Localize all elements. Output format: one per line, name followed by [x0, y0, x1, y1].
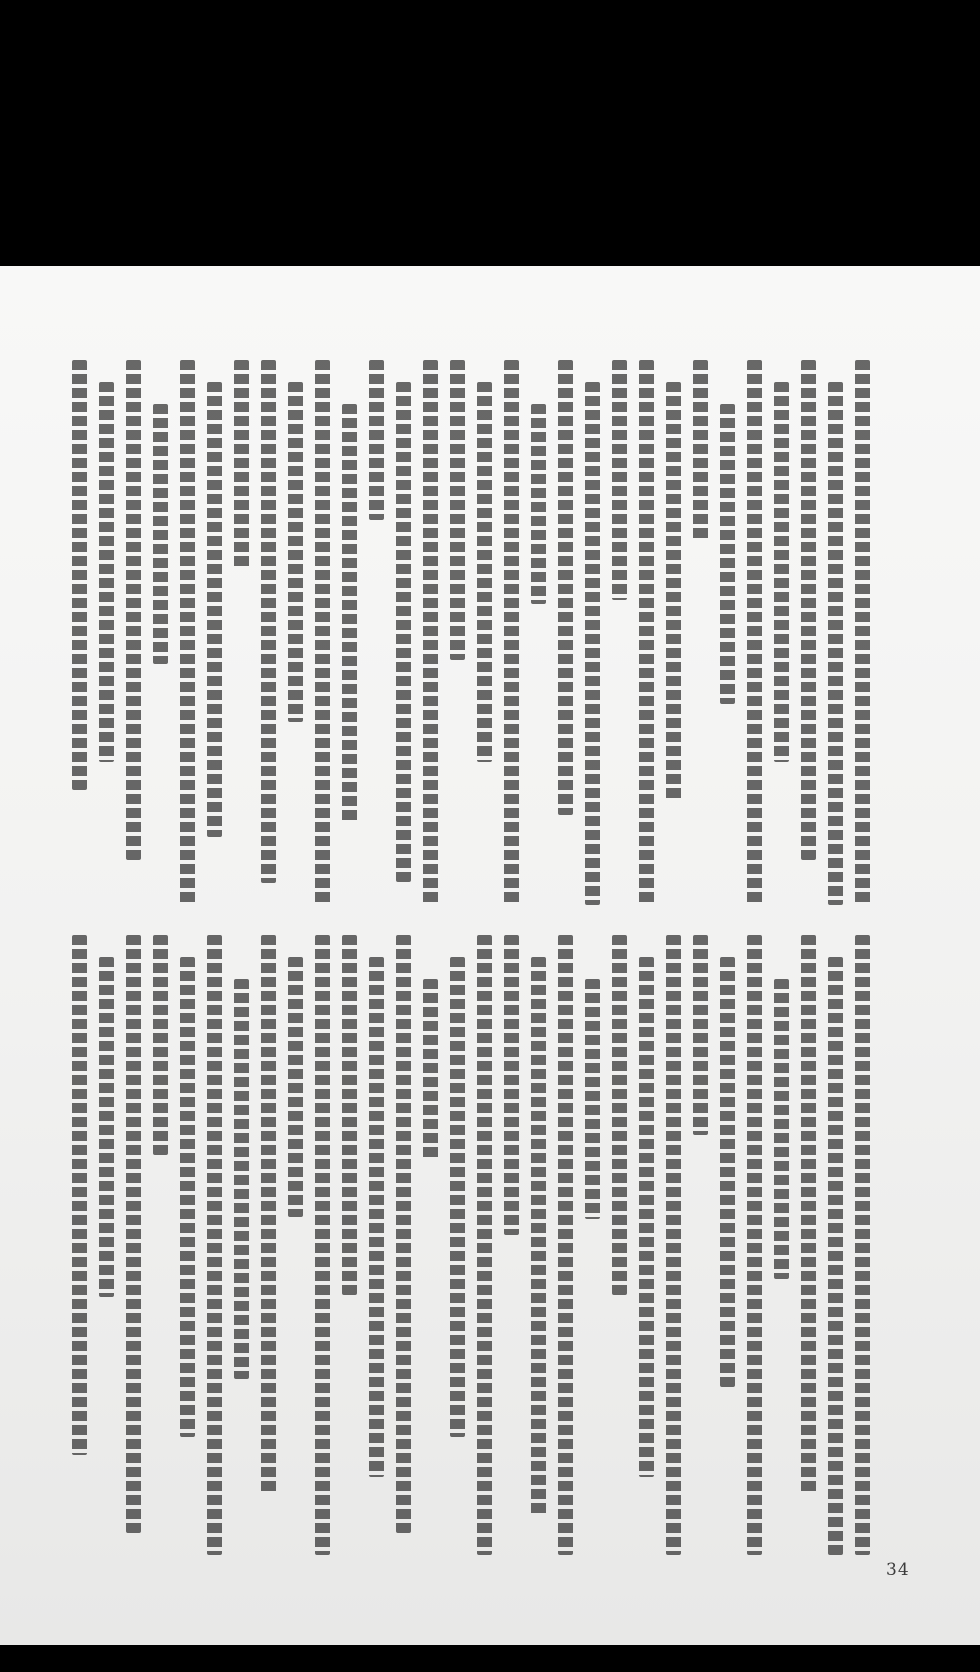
redacted-text-column [450, 935, 465, 1555]
redacted-text-column [99, 360, 114, 905]
redacted-text-column [342, 360, 357, 905]
redacted-text-column [180, 360, 195, 905]
redacted-text-column [234, 935, 249, 1555]
redacted-text-column [423, 360, 438, 905]
redacted-text-column [234, 360, 249, 905]
redacted-text-column [207, 935, 222, 1555]
redacted-text-column [261, 360, 276, 905]
redacted-text-column [693, 360, 708, 905]
redacted-text-column [477, 360, 492, 905]
redacted-text-column [72, 935, 87, 1555]
redacted-text-column [666, 935, 681, 1555]
redacted-text-column [342, 935, 357, 1555]
redacted-text-column [126, 935, 141, 1555]
redacted-text-column [396, 935, 411, 1555]
redacted-text-column [99, 935, 114, 1555]
redacted-text-column [180, 935, 195, 1555]
redacted-text-column [450, 360, 465, 905]
redacted-text-column [639, 360, 654, 905]
redacted-text-column [612, 935, 627, 1555]
redacted-text-column [423, 935, 438, 1555]
redacted-text-column [558, 935, 573, 1555]
redacted-text-column [855, 360, 870, 905]
redacted-text-column [747, 360, 762, 905]
redacted-text-column [558, 360, 573, 905]
bottom-letterbox-bar [0, 1645, 980, 1672]
redacted-text-column [612, 360, 627, 905]
scanned-page [0, 266, 980, 1645]
redacted-text-column [801, 360, 816, 905]
redacted-text-column [504, 935, 519, 1555]
redacted-text-column [288, 935, 303, 1555]
redacted-text-column [207, 360, 222, 905]
page-number: 34 [886, 1560, 910, 1580]
redacted-text-column [261, 935, 276, 1555]
redacted-text-block-upper [72, 360, 870, 905]
redacted-text-column [720, 360, 735, 905]
redacted-text-column [153, 360, 168, 905]
redacted-text-column [585, 360, 600, 905]
redacted-text-column [396, 360, 411, 905]
redacted-text-column [72, 360, 87, 905]
redacted-text-column [477, 935, 492, 1555]
redacted-text-column [828, 360, 843, 905]
redacted-text-column [531, 360, 546, 905]
redacted-text-column [531, 935, 546, 1555]
redacted-text-column [315, 935, 330, 1555]
redacted-text-column [693, 935, 708, 1555]
redacted-text-column [747, 935, 762, 1555]
redacted-text-column [288, 360, 303, 905]
redacted-text-column [369, 935, 384, 1555]
redacted-text-column [720, 935, 735, 1555]
redacted-text-column [666, 360, 681, 905]
redacted-text-column [801, 935, 816, 1555]
redacted-text-column [369, 360, 384, 905]
redacted-text-column [639, 935, 654, 1555]
redacted-text-block-lower [72, 935, 870, 1555]
redacted-text-column [585, 935, 600, 1555]
redacted-text-column [315, 360, 330, 905]
redacted-text-column [828, 935, 843, 1555]
redacted-text-column [153, 935, 168, 1555]
redacted-text-column [126, 360, 141, 905]
redacted-text-column [774, 935, 789, 1555]
top-letterbox-bar [0, 0, 980, 266]
redacted-text-column [504, 360, 519, 905]
redacted-text-column [774, 360, 789, 905]
redacted-text-column [855, 935, 870, 1555]
